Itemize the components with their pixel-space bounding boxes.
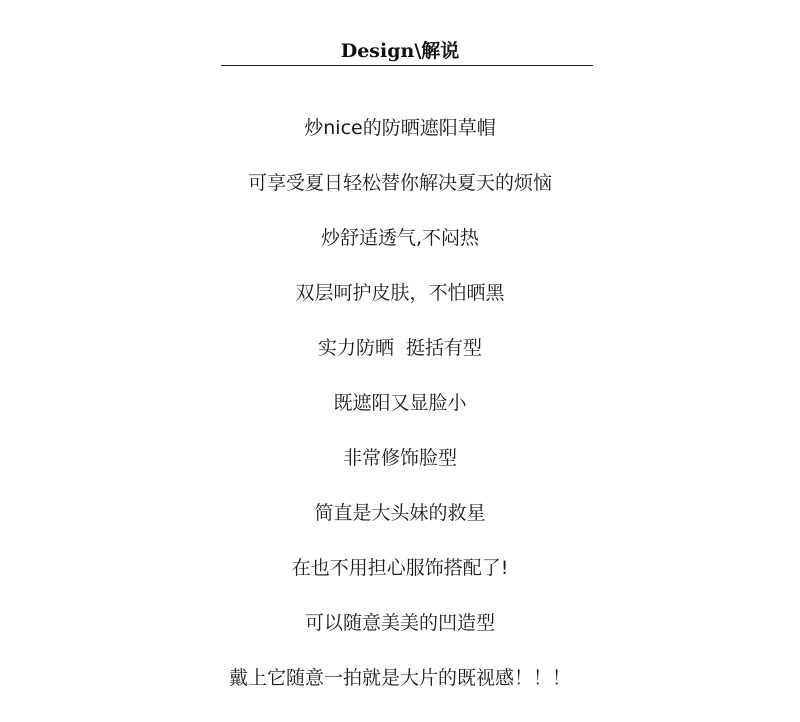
description-line: 戴上它随意一拍就是大片的既视感！！！	[228, 667, 571, 689]
heading-underline	[221, 65, 593, 66]
description-line: 炒nice的防晒遮阳草帽	[304, 117, 496, 139]
description-line: 既遮阳又显脸小	[333, 392, 467, 414]
section-heading: Design\解说	[340, 40, 460, 62]
description-line: 实力防晒 挺括有型	[317, 337, 483, 359]
description-line: 简直是大头妹的救星	[314, 502, 486, 524]
description-line: 炒舒适透气,不闷热	[320, 227, 480, 249]
description-line: 双层呵护皮肤，不怕晒黑	[295, 282, 505, 304]
description-line: 在也不用担心服饰搭配了!	[291, 557, 509, 579]
description-line: 可以随意美美的凹造型	[304, 612, 495, 634]
description-lines	[0, 114, 800, 719]
description-line: 可享受夏日轻松替你解决夏天的烦恼	[247, 172, 552, 194]
description-line: 非常修饰脸型	[342, 447, 457, 469]
